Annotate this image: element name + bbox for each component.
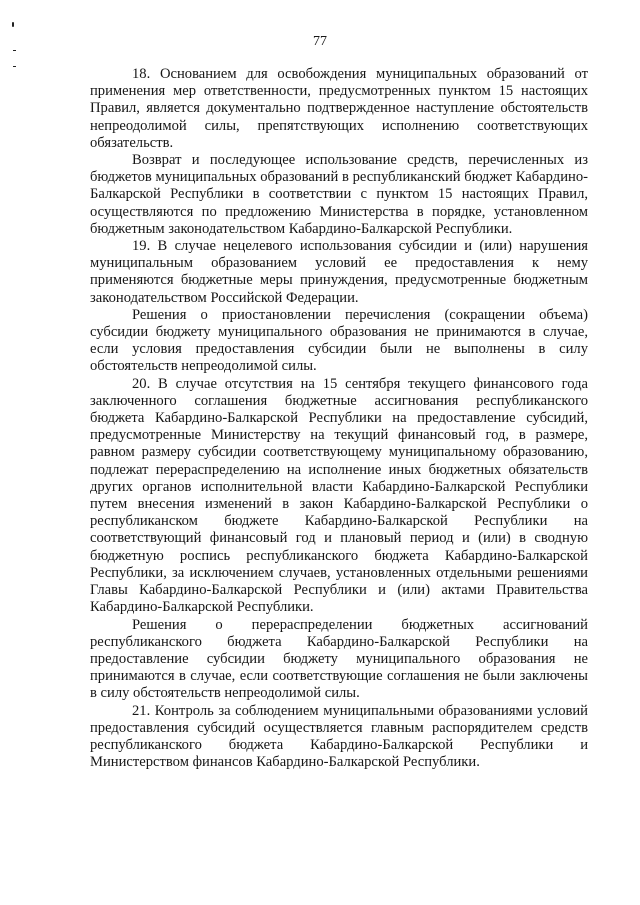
paragraph-20: 20. В случае отсутствия на 15 сентября текущего финансового года заключенного соглашения бюджетные ассигнования республиканского бюджета Кабардино-Балкарской Республики на предоставление субсидий, предусмотренные Министерству на текущий финансовый год, в размере, равном размеру субсидии соответствующему муниципальному образованию, подлежат перераспределению на исполнение иных бюджетных обязательств других органов исполнительной власти Кабардино-Балкарской Республики путем внесения изменений в закон Кабардино-Балкарской Республики о республиканском бюджете Кабардино-Балкарской Республики на соответствующий финансовый год и плановый период и (или) в сводную бюджетную роспись республиканского бюджета Кабардино-Балкарской Республики, за исключением случаев, установленных отдельными решениями Главы Кабардино-Балкарской Республики и (или) актами Правительства Кабардино-Балкарской Республики. bbox=[90, 375, 588, 616]
scan-mark bbox=[12, 22, 14, 27]
paragraph-21: 21. Контроль за соблюдением муниципальными образованиями условий предоставления субсидий осуществляется главным распорядителем средств республиканского бюджета Кабардино-Балкарской Республики и Министерством финансов Кабардино-Балкарской Республики. bbox=[90, 702, 588, 771]
paragraph-19: 19. В случае нецелевого использования субсидии и (или) нарушения муниципальным образованием условий ее предоставления к нему применяются бюджетные меры принуждения, предусмотренные бюджетным законодательством Российской Федерации. bbox=[90, 238, 588, 306]
scan-mark bbox=[13, 66, 16, 67]
scan-mark bbox=[13, 50, 16, 51]
paragraph-return-of-funds: Возврат и последующее использование средств, перечисленных из бюджетов муниципальных образований в республиканский бюджет Кабардино-Балкарской Республики в соответствии с пунктом 15 настоящих Правил, осуществляются по предложению Министерства в порядке, установленном бюджетным законодательством Кабардино-Балкарской Республики. bbox=[90, 152, 588, 237]
document-body bbox=[90, 66, 588, 771]
page-number: 77 bbox=[313, 34, 327, 49]
paragraph-18: 18. Основанием для освобождения муниципальных образований от применения мер ответственности, предусмотренных пунктом 15 настоящих Правил, является документально подтвержденное наступление обстоятельств непреодолимой силы, препятствующих исполнению соответствующих обязательств. bbox=[90, 66, 588, 151]
paragraph-suspension-decisions: Решения о приостановлении перечисления (сокращении объема) субсидии бюджету муниципального образования не принимаются в случае, если условия предоставления субсидии были не выполнены в силу обстоятельств непреодолимой силы. bbox=[90, 306, 588, 375]
paragraph-redistribution-decisions: Решения о перераспределении бюджетных ассигнований республиканского бюджета Кабардино-Балкарской Республики на предоставление субсидии бюджету муниципального образования не принимаются в случае, если соответствующие соглашения не были заключены в силу обстоятельств непреодолимой силы. bbox=[90, 616, 588, 702]
